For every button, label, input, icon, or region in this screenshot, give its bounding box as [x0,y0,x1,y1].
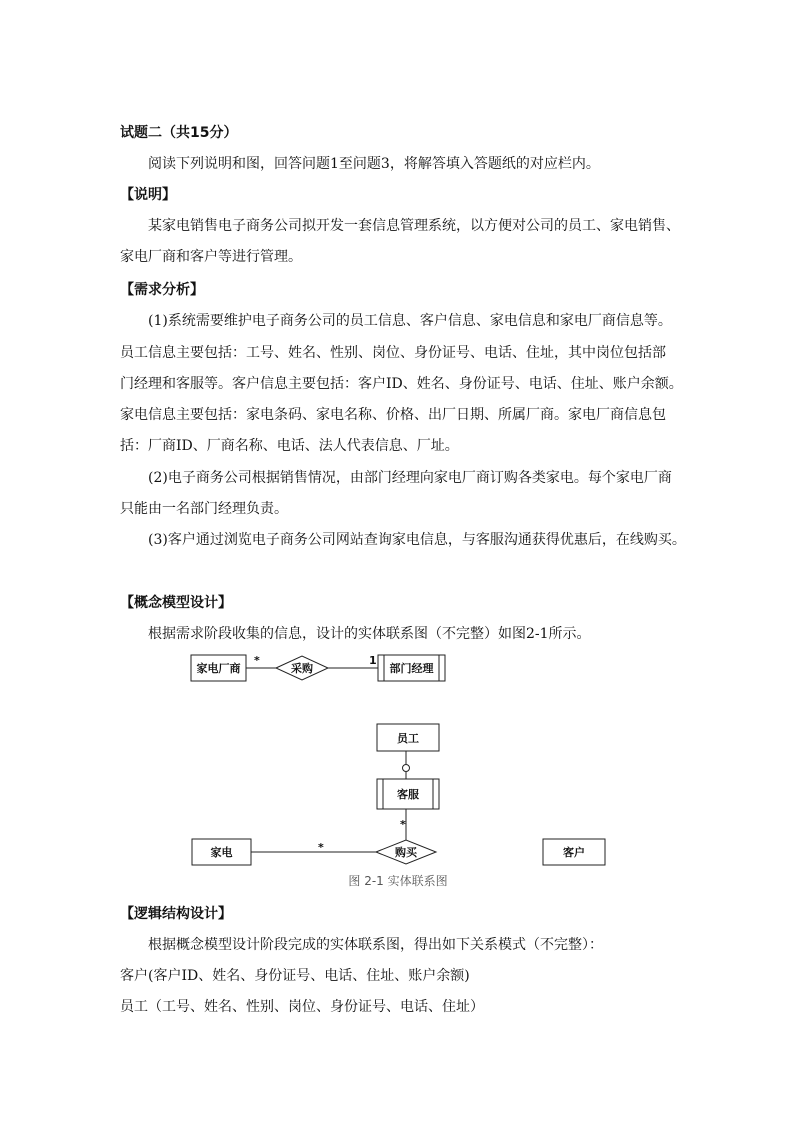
requirement-line: 门经理和客服等。客户信息主要包括：客户ID、姓名、身份证号、电话、住址、账户余额。 [120,376,683,392]
requirement-line: 员工信息主要包括：工号、姓名、性别、岗位、身份证号、电话、住址，其中岗位包括部 [120,345,666,361]
logic-intro: 根据概念模型设计阶段完成的实体联系图，得出如下关系模式（不完整）： [148,937,603,953]
cardinality-service: * [400,818,406,831]
concept-intro: 根据需求阶段收集的信息，设计的实体联系图（不完整）如图2-1所示。 [148,626,591,642]
heading-concept-model: 【概念模型设计】 [120,595,232,611]
schema-customer: 客户(客户ID、姓名、身份证号、电话、住址、账户余额) [120,968,470,984]
relationship-buy-label: 购买 [395,846,417,859]
entity-dept-manager-label: 部门经理 [389,662,434,675]
intro-text: 阅读下列说明和图，回答问题1至问题3，将解答填入答题纸的对应栏内。 [148,156,600,172]
entity-customer-label: 客户 [563,846,585,859]
description-line: 家电厂商和客户等进行管理。 [120,249,302,265]
description-line: 某家电销售电子商务公司拟开发一套信息管理系统，以方便对公司的员工、家电销售、 [148,218,680,234]
entity-manufacturer-label: 家电厂商 [196,662,241,675]
heading-requirements: 【需求分析】 [120,282,204,298]
requirement-line: (2)电子商务公司根据销售情况，由部门经理向家电厂商订购各类家电。每个家电厂商 [148,470,672,486]
cardinality-appliance: * [318,841,324,854]
entity-appliance-label: 家电 [210,846,233,859]
heading-logic-design: 【逻辑结构设计】 [120,906,232,922]
schema-employee: 员工（工号、姓名、性别、岗位、身份证号、电话、住址） [120,999,484,1015]
requirement-line: 括：厂商ID、厂商名称、电话、法人代表信息、厂址。 [120,438,459,454]
requirement-line: (3)客户通过浏览电子商务公司网站查询家电信息，与客服沟通获得优惠后，在线购买。 [148,532,686,548]
entity-customer-service-label: 客服 [397,788,419,801]
heading-description: 【说明】 [120,187,176,203]
requirement-line: 只能由一名部门经理负责。 [120,501,288,517]
entity-employee-label: 员工 [397,732,419,745]
requirement-line: 家电信息主要包括：家电条码、家电名称、价格、出厂日期、所属厂商。家电厂商信息包 [120,407,666,423]
figure-caption: 图 2-1 实体联系图 [348,874,448,888]
requirement-line: (1)系统需要维护电子商务公司的员工信息、客户信息、家电信息和家电厂商信息等。 [148,313,672,329]
relationship-purchase-label: 采购 [291,662,313,675]
subtype-circle [403,765,410,772]
cardinality-manager: 1 [369,654,377,667]
question-title: 试题二（共15分） [120,125,238,141]
cardinality-manufacturer: * [254,654,260,667]
